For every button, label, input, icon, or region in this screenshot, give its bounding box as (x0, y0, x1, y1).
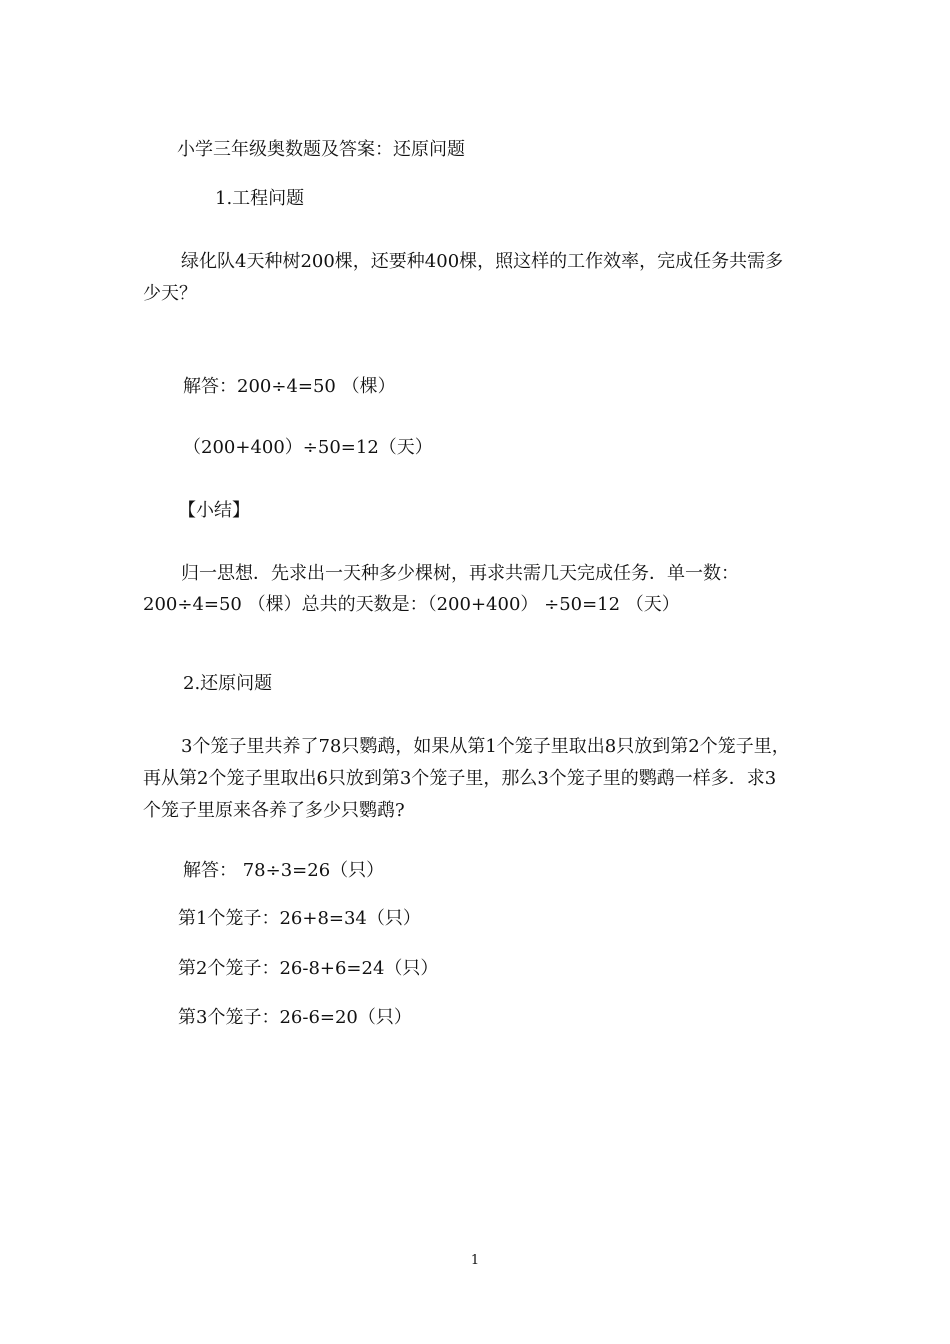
section1-answer-line2: （200+400）÷50=12（天） (183, 437, 433, 458)
summary-line1: 归一思想．先求出一天种多少棵树，再求共需几天完成任务．单一数： (181, 563, 739, 584)
section2-heading: 2.还原问题 (183, 673, 273, 694)
section2-problem-line2: 再从第2个笼子里取出6只放到第3个笼子里，那么3个笼子里的鹦鹉一样多．求3 (143, 768, 777, 789)
page-number: 1 (470, 1253, 480, 1268)
section1-answer-line1: 解答：200÷4=50 （棵） (183, 376, 396, 397)
section2-answer-line4: 第3个笼子：26-6=20（只） (178, 1007, 412, 1028)
section2-answer-line1: 解答： 78÷3=26（只） (183, 860, 385, 881)
section2-problem-line1: 3个笼子里共养了78只鹦鹉，如果从第1个笼子里取出8只放到第2个笼子里， (181, 736, 790, 757)
section1-problem-line2: 少天？ (143, 283, 197, 304)
section2-answer-line3: 第2个笼子：26-8+6=24（只） (178, 958, 439, 979)
section1-heading: 1.工程问题 (215, 188, 305, 209)
section1-problem-line1: 绿化队4天种树200棵，还要种400棵，照这样的工作效率，完成任务共需多 (181, 251, 784, 272)
summary-line2: 200÷4=50 （棵）总共的天数是：（200+400） ÷50=12 （天） (143, 594, 680, 615)
section2-answer-line2: 第1个笼子：26+8=34（只） (178, 908, 421, 929)
document-title: 小学三年级奥数题及答案：还原问题 (177, 139, 465, 160)
summary-label: 【小结】 (178, 500, 250, 521)
section2-problem-line3: 个笼子里原来各养了多少只鹦鹉? (143, 800, 405, 821)
